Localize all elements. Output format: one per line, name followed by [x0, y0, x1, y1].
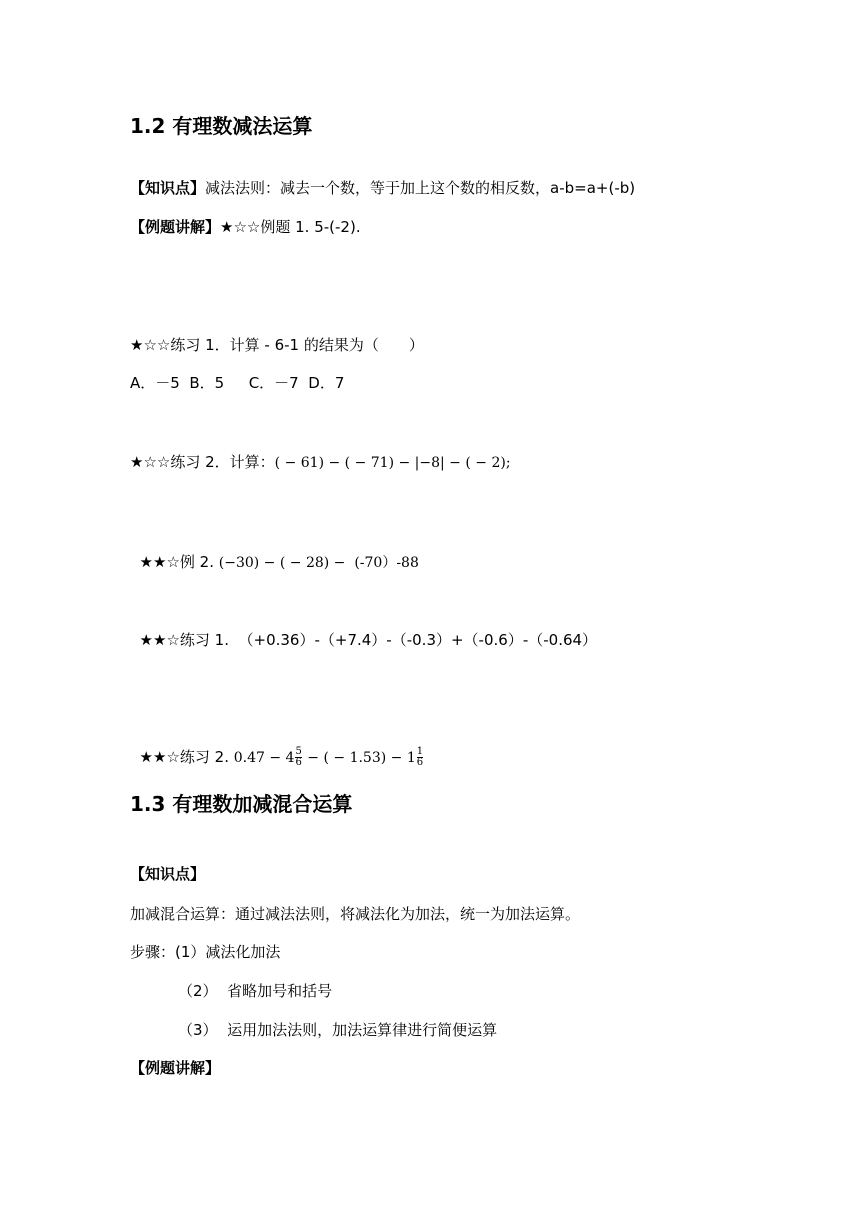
knowledge-label-2: 【知识点】 — [130, 865, 206, 883]
practice-1-line — [130, 335, 424, 355]
difficulty-stars-icon: ★☆☆ — [220, 218, 261, 236]
difficulty-stars-icon: ★★☆ — [139, 748, 180, 766]
knowledge-text: 减法法则：减去一个数，等于加上这个数的相反数，a-b=a+(-b) — [205, 179, 636, 197]
fraction-numerator: 5 — [295, 746, 302, 757]
example-1-text: 例题 1. 5-(-2). — [260, 218, 361, 236]
practice-3-line — [130, 610, 597, 650]
knowledge-point-line — [130, 178, 635, 198]
steps-line-3: （3） 运用加法法则，加法运算律进行简便运算 — [178, 1021, 498, 1039]
mixed-operation-description: 加减混合运算：通过减法法则，将减法化为加法，统一为加法运算。 — [130, 905, 581, 923]
practice-1-text: 练习 1．计算 - 6-1 的结果为（ ） — [170, 336, 424, 354]
practice-2-label: 练习 2．计算： — [170, 453, 275, 471]
steps-line-2: （2） 省略加号和括号 — [178, 982, 333, 1000]
example-2-line — [130, 532, 419, 573]
steps-line-1: 步骤：(1）减法化加法 — [130, 943, 281, 961]
practice-4-part2: − ( − 1.53) − 1 — [302, 750, 416, 766]
example-label: 【例题讲解】 — [130, 218, 221, 236]
fraction-five-sixths — [295, 747, 301, 768]
example-2-label: 例 2. — [179, 553, 219, 571]
section-1-2-title: 1.2 有理数减法运算 — [130, 114, 313, 138]
example-label-2: 【例题讲解】 — [130, 1059, 221, 1077]
fraction-one-sixth — [417, 747, 423, 768]
fraction-denominator: 6 — [295, 757, 302, 768]
example-intro-line — [130, 217, 361, 237]
difficulty-stars-icon: ★★☆ — [139, 553, 180, 571]
knowledge-label: 【知识点】 — [130, 179, 206, 197]
fraction-denominator: 6 — [416, 757, 424, 768]
example-2-expression-b: (-70）-88 — [354, 555, 419, 571]
section-1-3-title: 1.3 有理数加减混合运算 — [130, 792, 353, 816]
practice-2-line — [130, 452, 511, 473]
practice-4-part1: 0.47 − 4 — [233, 750, 295, 766]
practice-2-expression: ( − 61) − ( − 71) − |−8| − ( − 2); — [274, 455, 511, 471]
practice-4-line — [130, 727, 424, 768]
fraction-numerator: 1 — [416, 746, 424, 757]
difficulty-stars-icon: ★★☆ — [139, 631, 180, 649]
difficulty-stars-icon: ★☆☆ — [130, 453, 171, 471]
practice-3-text: 练习 1. （+0.36）-（+7.4）-（-0.3）+（-0.6）-（-0.64） — [179, 631, 598, 649]
example-2-expression-a: (−30) − ( − 28) − — [218, 555, 355, 571]
practice-4-label: 练习 2. — [179, 748, 234, 766]
practice-1-options: A．－5 B．5 C．－7 D．7 — [130, 374, 345, 392]
difficulty-stars-icon: ★☆☆ — [130, 336, 171, 354]
